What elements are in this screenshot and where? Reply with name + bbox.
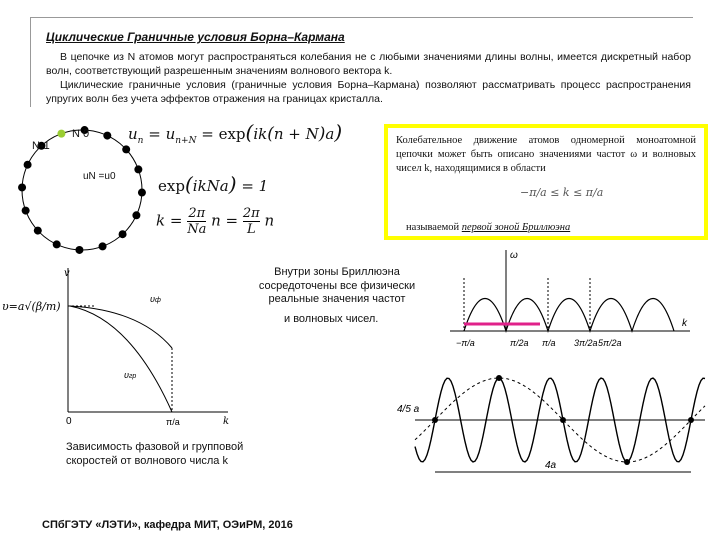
wave-illustration [395,360,715,480]
velocity-graph [0,260,250,440]
label-n-minus-1: N-1 [32,140,50,152]
dispersion-curve [464,299,674,332]
tick-minus-pi-a: −π/a [456,338,475,348]
dispersion-graph [430,246,710,376]
atom-node [53,240,61,248]
group-velocity-label: υгр [124,370,137,380]
velocity-k-label: k [223,416,230,427]
frame-left-line [30,17,31,107]
velocity-origin-label: 0 [66,416,72,427]
wave-atom-dot [560,417,566,423]
wave-atom-dot [432,417,438,423]
atom-node-zero [57,130,65,138]
brillouin-box-text: Колебательное движение атомов одномерной моноатомной цепочки может быть описано значениями частот ω и волновых чисел k, находящимися в области [396,135,696,174]
group-velocity-curve [70,306,172,412]
paragraph-2: Циклические граничные условия (граничные условия Борна–Кармана) позволяют рассматривать процесс распространения упругих волн без учета эффектов отражения на границах кристалла. [46,79,691,105]
phase-velocity-label: υф [150,294,161,304]
omega-label: ω [510,250,518,261]
slide-title: Циклические Граничные условия Борна–Кармана [46,30,345,44]
atom-node [103,132,111,140]
tick-3pi-2a: 3π/2a [574,338,598,348]
atom-node [34,227,42,235]
velocity-limit-label: υ=a√(β/m) [2,300,61,313]
formula-periodicity: $u_n = u_{n+N} = \exp(ik(n + N)a)$ [128,120,343,146]
tick-pi-a: π/a [542,338,556,348]
frame-top-line [30,17,693,18]
brillouin-definition-box [384,124,708,240]
formula-exp: exp(ikNa) = 1 [158,172,269,196]
atom-node [75,246,83,254]
dispersion-k-label: k [682,318,687,329]
atom-node [99,242,107,250]
paragraph-1: В цепочке из N атомов могут распространяться колебания не с любыми значениями длины волны, имеется дискретный набор волн, соответствующий разрешенным значениям волнового вектора k. [46,51,691,77]
atom-node [138,189,146,197]
velocity-axis-label: v [64,268,70,279]
intro-text [46,50,691,106]
wave-atom-dot [624,459,630,465]
brillouin-box-bottom [406,222,570,233]
atom-node [119,230,127,238]
wavelength-4-5-label: 4/5 a [397,404,420,415]
wave-atom-dot [496,375,502,381]
tick-pi-2a: π/2a [510,338,529,348]
brillouin-range-formula: −π/a ≤ k ≤ π/a [520,186,604,199]
phase-velocity-curve [70,306,172,348]
brillouin-middle-text-2: и волновых чисел. [284,313,379,325]
atom-node [134,165,142,173]
label-un-u0: uN =u0 [83,171,116,182]
brillouin-prefix: называемой [406,222,462,233]
velocity-caption: Зависимость фазовой и групповой скоростей от волнового числа k [66,441,244,467]
atom-node [22,207,30,215]
wave-atom-dot [688,417,694,423]
formula-k: k = $\frac{2\pi}{Na}$ n = $\frac{2\pi}{L}$ n [156,206,275,237]
brillouin-zone-link: первой зоной Бриллюэна [461,222,571,233]
atom-node [122,145,130,153]
atom-node [24,161,32,169]
wavelength-4a-label: 4a [545,460,557,471]
brillouin-middle-text: Внутри зоны Бриллюэна сосредоточены все физически реальные значения частот [258,266,416,305]
tick-5pi-2a: 5π/2a [598,338,622,348]
velocity-pi-a-label: π/a [166,417,180,427]
label-n-zero: N 0 [72,128,90,140]
atom-node [18,183,26,191]
footer: СПбГЭТУ «ЛЭТИ», кафедра МИТ, ОЭиРМ, 2016 [42,519,293,531]
atom-node [132,211,140,219]
